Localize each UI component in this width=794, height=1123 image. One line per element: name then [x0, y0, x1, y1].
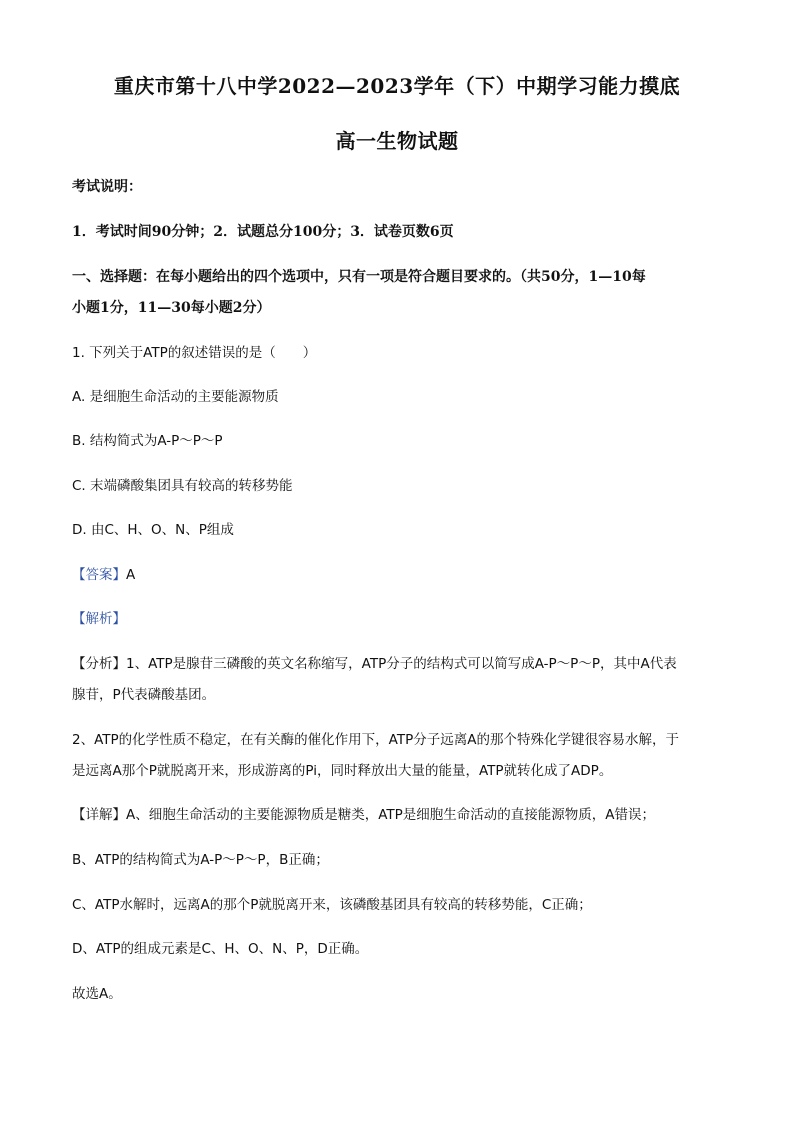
section-heading-line2: 小题1分，11—30每小题2分） — [72, 300, 271, 316]
fenxi-label: 【分析】 — [72, 656, 126, 672]
xiangjie-c: C、ATP水解时，远离A的那个P就脱离开来，该磷酸基团具有较高的转移势能，C正确； — [72, 897, 592, 913]
exam-title: 重庆市第十八中学2022—2023学年（下）中期学习能力摸底 — [113, 74, 681, 98]
fenxi-line1 — [72, 653, 732, 675]
xiangjie-a-text: A、细胞生命活动的主要能源物质是糖类，ATP是细胞生命活动的直接能源物质，A错误； — [126, 807, 656, 823]
option-d: D. 由C、H、O、N、P组成 — [72, 522, 234, 538]
option-c: C. 末端磷酸集团具有较高的转移势能 — [72, 478, 293, 494]
answer-line — [72, 564, 732, 586]
xiangjie-label: 【详解】 — [72, 807, 126, 823]
xiangjie-d: D、ATP的组成元素是C、H、O、N、P，D正确。 — [72, 941, 369, 957]
point2-line2: 是远离A那个P就脱离开来，形成游离的Pi，同时释放出大量的能量，ATP就转化成了ADP。 — [72, 763, 613, 779]
xiangjie-a — [72, 804, 732, 826]
option-b: B. 结构简式为A-P～P～P — [72, 433, 223, 449]
answer-label: 【答案】 — [72, 567, 126, 583]
xiangjie-b: B、ATP的结构简式为A-P～P～P，B正确； — [72, 852, 329, 868]
conclusion: 故选A。 — [72, 986, 122, 1002]
exam-notes-label: 考试说明： — [72, 179, 142, 195]
point2-line1: 2、ATP的化学性质不稳定，在有关酶的催化作用下，ATP分子远离A的那个特殊化学键很容易水解，于 — [72, 732, 679, 748]
exam-notes-items: 1．考试时间90分钟；2．试题总分100分；3．试卷页数6页 — [72, 224, 454, 240]
answer-value: A — [126, 567, 136, 583]
option-a: A. 是细胞生命活动的主要能源物质 — [72, 389, 279, 405]
analysis-label: 【解析】 — [72, 611, 126, 627]
fenxi-text: 1、ATP是腺苷三磷酸的英文名称缩写，ATP分子的结构式可以简写成A-P～P～P，其中A代表 — [126, 656, 677, 672]
fenxi-line2: 腺苷，P代表磷酸基团。 — [72, 687, 216, 703]
section-heading-line1: 一、选择题：在每小题给出的四个选项中，只有一项是符合题目要求的。（共50分，1—10每 — [72, 269, 646, 285]
question-stem: 1. 下列关于ATP的叙述错误的是（ ） — [72, 345, 317, 361]
exam-subtitle: 高一生物试题 — [335, 129, 459, 153]
